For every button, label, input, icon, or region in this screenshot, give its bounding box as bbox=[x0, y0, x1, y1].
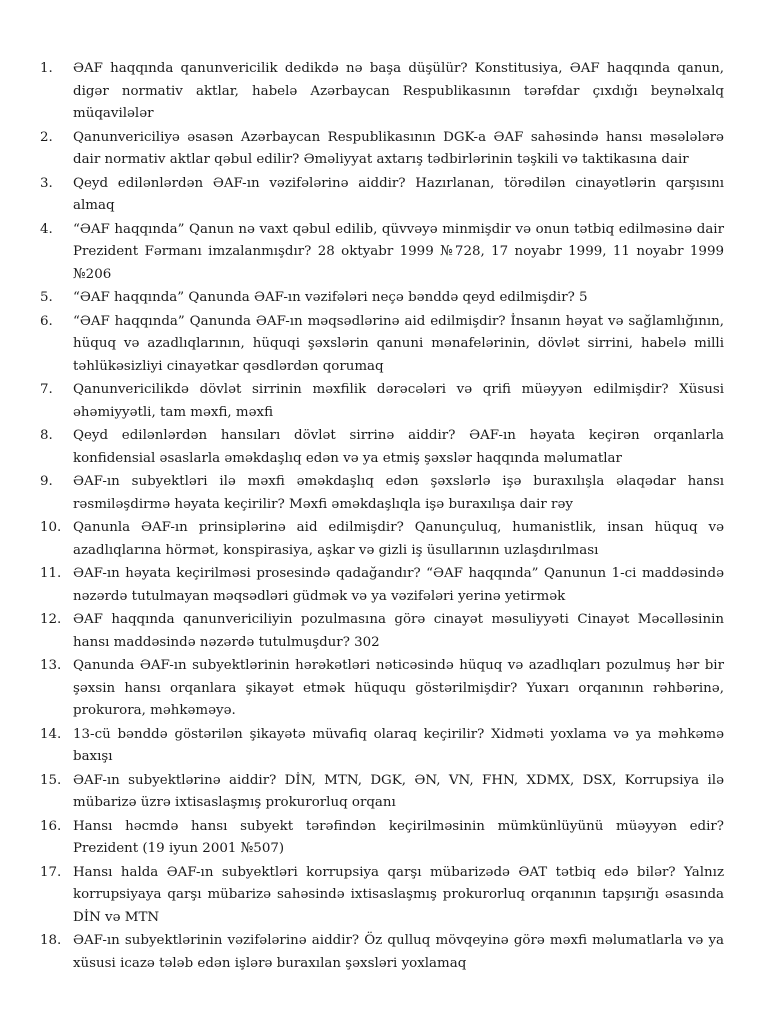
list-item bbox=[40, 930, 724, 975]
item-number: 10. bbox=[40, 520, 62, 535]
list-item bbox=[40, 655, 724, 723]
item-text: 13-cü bənddə göstərilən şikayətə müvafiq olaraq keçirilir? Xidməti yoxlama və ya məhkəmə baxışı bbox=[73, 726, 724, 764]
item-text: ƏAF-ın subyektlərinin vəzifələrinə aiddir? Öz qulluq mövqeyinə görə məxfi məlumatlarla və ya xüsusi icazə tələb edən işlərə buraxılan şəxsləri yoxlamaq bbox=[73, 933, 724, 971]
item-number: 9. bbox=[40, 474, 53, 489]
item-number: 1. bbox=[40, 61, 53, 76]
item-text: ƏAF-ın həyata keçirilməsi prosesində qadağandır? “ƏAF haqqında” Qanunun 1-ci maddəsində nəzərdə tutulmayan məqsədləri güdmək və ya vəzifələri yerinə yetirmək bbox=[73, 566, 724, 604]
item-number: 7. bbox=[40, 382, 53, 397]
list-item bbox=[40, 862, 724, 930]
list-item bbox=[40, 770, 724, 815]
list-item bbox=[40, 471, 724, 516]
item-number: 8. bbox=[40, 428, 53, 443]
item-number: 4. bbox=[40, 221, 53, 237]
item-text: ƏAF haqqında qanunvericiliyin pozulmasına görə cinayət məsuliyyəti Cinayət Məcəlləsinin hansı maddəsində nəzərdə tutulmuşdur? 302 bbox=[73, 612, 724, 650]
item-text: “ƏAF haqqında” Qanunda ƏAF-ın məqsədlərinə aid edilmişdir? İnsanın həyat və sağlamlığının, hüquq və azadlıqlarının, hüquqi şəxslərin qanuni mənafelərinin, dövlət sirrini, habelə milli təhlükəsizliyi cinayətkar qəsdlərdən qorumaq bbox=[73, 313, 724, 374]
item-number: 14. bbox=[40, 726, 62, 742]
item-number: 11. bbox=[40, 566, 62, 581]
item-number: 13. bbox=[40, 658, 62, 673]
item-number: 15. bbox=[40, 772, 62, 788]
question-list bbox=[40, 58, 724, 976]
item-number: 12. bbox=[40, 612, 62, 627]
item-text: Qeyd edilənlərdən hansıları dövlət sirrinə aiddir? ƏAF-ın həyata keçirən orqanlarla konfidensial əsaslarla əməkdaşlıq edən və ya etmiş şəxslər haqqında məlumatlar bbox=[73, 428, 724, 466]
item-text: Qanunda ƏAF-ın subyektlərinin hərəkətləri nəticəsində hüquq və azadlıqları pozulmuş hər bir şəxsin hansı orqanlara şikayət etmək hüququ göstərilmişdir? Yuxarı orqanının rəhbərinə, prokurora, məhkəməyə. bbox=[73, 658, 724, 718]
item-text: ƏAF-ın subyektlərinə aiddir? DİN, MTN, DGK, ƏN, VN, FHN, XDMX, DSX, Korrupsiya ilə mübarizə üzrə ixtisaslaşmış prokurorluq orqanı bbox=[73, 772, 724, 810]
list-item bbox=[40, 425, 724, 470]
item-text: Qeyd edilənlərdən ƏAF-ın vəzifələrinə aiddir? Hazırlanan, törədilən cinayətlərin qarşısını almaq bbox=[73, 175, 724, 213]
item-text: Qanunvericiliyə əsasən Azərbaycan Respublikasının DGK-a ƏAF sahəsində hansı məsələlərə dair normativ aktlar qəbul edilir? Əməliyyat axtarış tədbirlərinin təşkili və taktikasına dair bbox=[73, 129, 724, 167]
item-text: Hansı həcmdə hansı subyekt tərəfindən keçirilməsinin mümkünlüyünü müəyyən edir? Prezident (19 iyun 2001 №507) bbox=[73, 818, 724, 856]
item-text: Hansı halda ƏAF-ın subyektləri korrupsiya qarşı mübarizədə ƏAT tətbiq edə bilər? Yalnız korrupsiyaya qarşı mübarizə sahəsində ixtisaslaşmış prokurorluq orqanının tapşırığı əsasında DİN və MTN bbox=[73, 864, 724, 925]
item-text: “ƏAF haqqında” Qanunda ƏAF-ın vəzifələri neçə bənddə qeyd edilmişdir? 5 bbox=[73, 290, 588, 305]
list-item bbox=[40, 563, 724, 608]
item-text: “ƏAF haqqında” Qanun nə vaxt qəbul edilib, qüvvəyə minmişdir və onun tətbiq edilməsinə dair Prezident Fərmanı imzalanmışdır? 28 oktyabr 1999 №728, 17 noyabr 1999, 11 noyabr 1999 №206 bbox=[73, 221, 724, 282]
item-number: 5. bbox=[40, 290, 53, 305]
item-number: 3. bbox=[40, 175, 53, 191]
list-item bbox=[40, 127, 724, 172]
list-item bbox=[40, 219, 724, 287]
list-item bbox=[40, 58, 724, 126]
item-number: 16. bbox=[40, 818, 62, 834]
item-number: 2. bbox=[40, 129, 53, 145]
item-text: ƏAF-ın subyektləri ilə məxfi əməkdaşlıq edən şəxslərlə işə buraxılışla əlaqədar hansı rəsmiləşdirmə həyata keçirilir? Məxfi əməkdaşlıqla işə buraxılışa dair rəy bbox=[73, 474, 724, 512]
item-text: Qanunla ƏAF-ın prinsiplərinə aid edilmişdir? Qanunçuluq, humanistlik, insan hüquq və azadlıqlarına hörmət, konspirasiya, aşkar və gizli iş üsullarının uzlaşdırılması bbox=[73, 520, 724, 558]
item-number: 18. bbox=[40, 933, 62, 948]
list-item bbox=[40, 311, 724, 379]
list-item bbox=[40, 724, 724, 769]
list-item bbox=[40, 517, 724, 562]
list-item bbox=[40, 379, 724, 424]
item-text: ƏAF haqqında qanunvericilik dedikdə nə başa düşülür? Konstitusiya, ƏAF haqqında qanun, digər normativ aktlar, habelə Azərbaycan Respublikasının tərəfdar çıxdığı beynəlxalq müqavilələr bbox=[73, 61, 724, 121]
list-item bbox=[40, 287, 724, 310]
item-number: 6. bbox=[40, 313, 53, 329]
list-item bbox=[40, 609, 724, 654]
list-item bbox=[40, 816, 724, 861]
item-number: 17. bbox=[40, 864, 62, 880]
list-item bbox=[40, 173, 724, 218]
item-text: Qanunvericilikdə dövlət sirrinin məxfilik dərəcələri və qrifi müəyyən edilmişdir? Xüsusi əhəmiyyətli, tam məxfi, məxfi bbox=[73, 382, 724, 420]
